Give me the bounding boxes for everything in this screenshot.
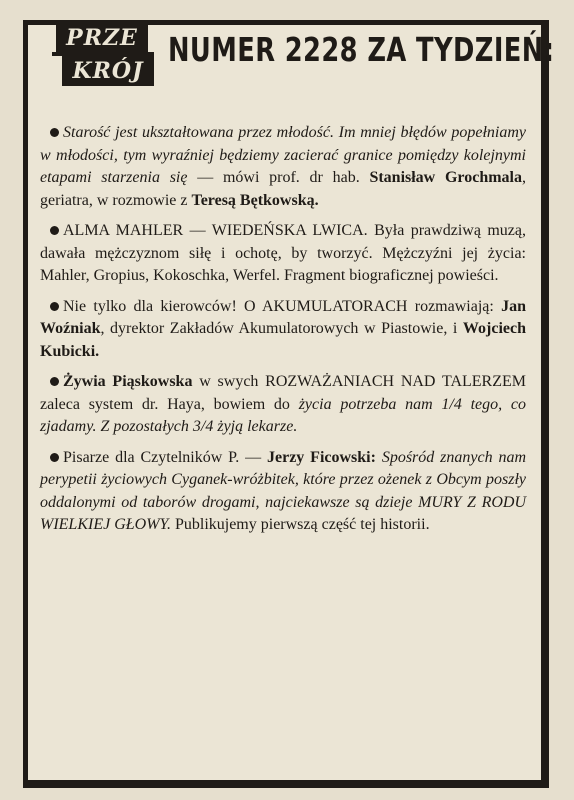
contents-item bbox=[40, 220, 526, 288]
text-run: Wojciech Kubicki. bbox=[40, 320, 526, 360]
bullet-icon bbox=[50, 226, 59, 235]
text-run: ALMA MAHLER — WIEDEŃSKA LWICA. bbox=[63, 222, 368, 239]
text-run: w swych ROZWAŻANIACH NAD TALERZEM zaleca system dr. Haya, bowiem do bbox=[40, 373, 526, 413]
text-run: , geriatra, w rozmowie z bbox=[40, 169, 527, 209]
contents-list bbox=[40, 122, 526, 545]
bullet-icon bbox=[50, 453, 59, 462]
text-run: Jan Woźniak bbox=[40, 297, 526, 337]
text-run: , dyrektor Zakładów Akumulatorowych w Piastowie, i bbox=[100, 320, 463, 337]
text-run: Stanisław Grochmala bbox=[369, 169, 523, 186]
text-run: życia potrzeba nam 1/4 tego, co zjadamy. Z pozostałych 3/4 żyją lekarze. bbox=[40, 395, 526, 435]
text-run: Nie tylko dla kierowców! O AKUMULATORACH rozmawiają: bbox=[63, 297, 502, 315]
przekroj-logo bbox=[52, 20, 162, 90]
text-run: Teresą Bętkowską. bbox=[191, 191, 319, 209]
text-run: Pisarze dla Czytelników P. — bbox=[63, 448, 267, 466]
contents-item bbox=[40, 371, 526, 439]
contents-item bbox=[40, 122, 526, 212]
bullet-icon bbox=[50, 302, 59, 311]
header bbox=[52, 20, 555, 110]
bullet-icon bbox=[50, 128, 59, 137]
text-run: Spośród znanych nam perypetii życiowych Cyganek-wróżbitek, które przez ożenek z Obcym poszły oddalonymi od taborów drogami, najciekawsze są dzieje MURY Z RODU WIELKIEJ GŁOWY. bbox=[40, 448, 527, 533]
text-run: Publikujemy pierwszą część tej historii. bbox=[170, 516, 430, 533]
contents-item bbox=[40, 447, 526, 537]
logo-bottom: KRÓJ bbox=[62, 55, 154, 86]
text-run: Żywia Piąskowska bbox=[63, 373, 193, 390]
text-run: Była prawdziwą muzą, dawała mężczyznom siłę i ochotę, by tworzyć. Mężczyźni jej życia: Mahler, Gropius, Kokoschka, Werfel. Fragment biograficznej powieści. bbox=[40, 222, 526, 284]
issue-title: NUMER 2228 ZA TYDZIEŃ: bbox=[168, 30, 555, 69]
logo-top: PRZE bbox=[56, 22, 148, 53]
contents-item bbox=[40, 296, 526, 364]
text-run: — mówi prof. dr hab. bbox=[187, 169, 370, 186]
text-run: Jerzy Ficowski: bbox=[267, 448, 376, 466]
text-run: Starość jest ukształtowana przez młodość. Im mniej błędów popełniamy w młodości, tym wyraźniej będziemy zacierać granice pomiędzy kolejnymi etapami starzenia się bbox=[40, 124, 526, 186]
bullet-icon bbox=[50, 377, 59, 386]
